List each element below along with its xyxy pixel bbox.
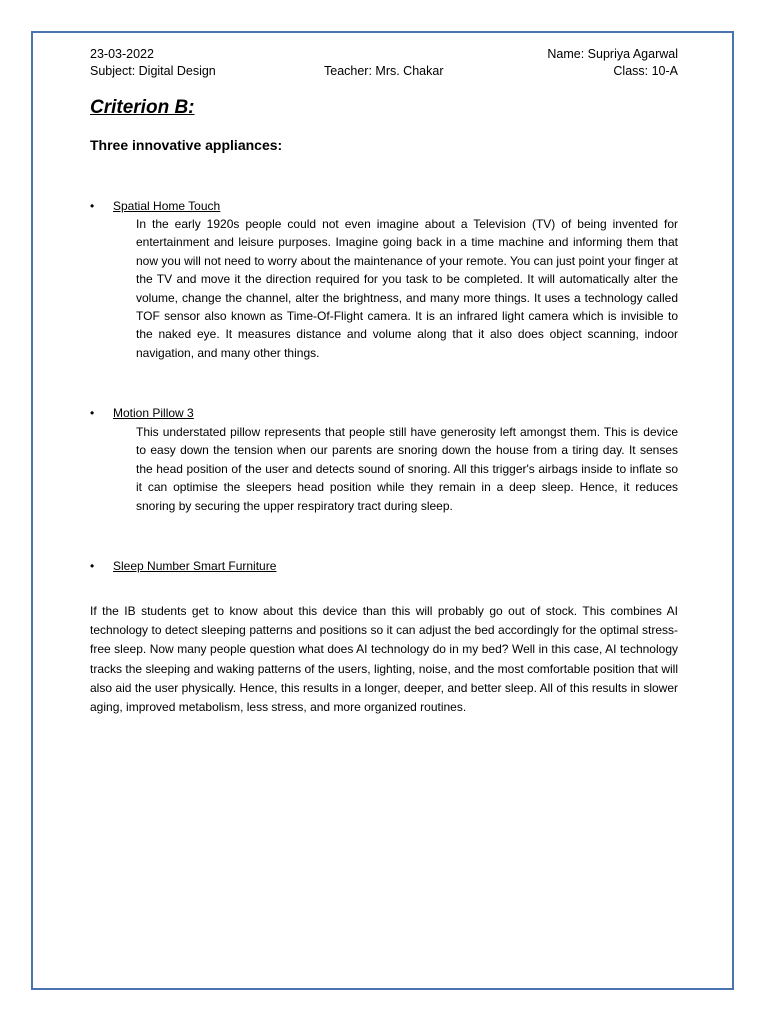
item-title-label: Sleep Number Smart Furniture	[113, 559, 277, 573]
bullet-icon: •	[90, 199, 95, 213]
class-text: Class: 10-A	[613, 64, 678, 78]
bullet-icon: •	[90, 559, 95, 573]
bullet-icon: •	[90, 406, 95, 420]
section-subheading: Three innovative appliances:	[90, 137, 283, 153]
list-item-title-3	[90, 558, 276, 574]
item-title-label: Spatial Home Touch	[113, 199, 221, 213]
page-title: Criterion B:	[90, 97, 195, 118]
list-item-title-2	[90, 405, 194, 421]
list-item-body-3: If the IB students get to know about this device than this will probably go out of stock. This combines AI technology to detect sleeping patterns and positions so it can adjust the bed accordingly for the optimal stress-free sleep. Now many people question what does AI technology do in my bed? Well in this case, AI technology tracks the sleeping and waking patterns of the users, lighting, noise, and the most comfortable position that will also aid the user physically. Hence, this results in a longer, deeper, and better sleep. All of this results in slower aging, improved metabolism, less stress, and more organized routines.	[90, 604, 678, 715]
teacher-text: Teacher: Mrs. Chakar	[324, 64, 444, 78]
list-item-title-1	[90, 198, 220, 214]
item-title-label: Motion Pillow 3	[113, 406, 194, 420]
list-item-body-1: In the early 1920s people could not even imagine about a Television (TV) of being invented for entertainment and leisure purposes. Imagine going back in a time machine and informing them that now you will not need to worry about the maintenance of your remote. You can just point your finger at the TV and move it the direction required for you task to be completed. It will automatically alter the volume, change the channel, alter the brightness, and many more things. It uses a technology called TOF sensor also known as Time-Of-Flight camera. It is an infrared light camera which is invisible to the naked eye. It measures distance and volume along that it also does object scanning, indoor navigation, and many other things.	[136, 217, 678, 360]
subject-text: Subject: Digital Design	[90, 64, 216, 78]
list-item-body-2: This understated pillow represents that people still have generosity left amongst them. This is device to easy down the tension when our parents are snoring down the house from a tiring day. It senses the head position of the user and detects sound of snoring. All this trigger's airbags inside to inflate so it can optimise the sleepers head position while they remain in a deep sleep. Hence, it reduces snoring by securing the upper respiratory tract during sleep.	[136, 425, 678, 513]
document-header	[90, 46, 678, 82]
date-text: 23-03-2022	[90, 47, 154, 61]
student-name-text: Name: Supriya Agarwal	[547, 47, 678, 61]
